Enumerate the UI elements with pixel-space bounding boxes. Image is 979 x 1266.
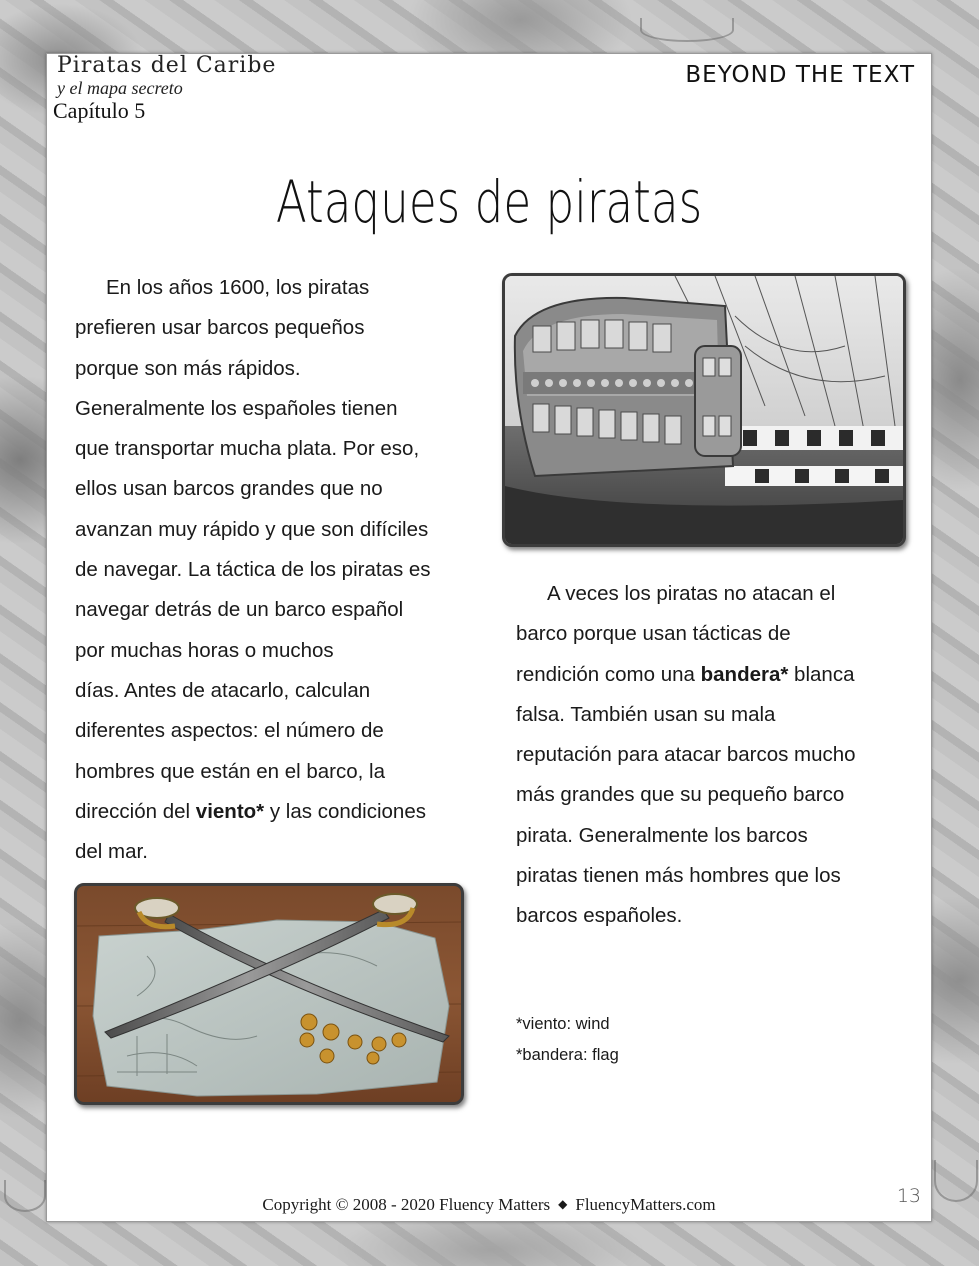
paragraph-line: pirata. Generalmente los barcos bbox=[516, 823, 808, 847]
page-footer bbox=[47, 1195, 931, 1215]
book-header bbox=[53, 53, 277, 123]
paragraph-line: rendición como una bandera* blanca bbox=[516, 662, 855, 686]
footnote-bandera: *bandera: flag bbox=[516, 1046, 619, 1064]
paragraph-line: falsa. También usan su mala bbox=[516, 702, 776, 726]
copyright-text: Copyright © 2008 - 2020 Fluency Matters bbox=[262, 1195, 551, 1214]
background-ship-sketch bbox=[934, 1160, 978, 1202]
section-label: BEYOND THE TEXT bbox=[685, 62, 915, 88]
paragraph-line: prefieren usar barcos pequeños bbox=[75, 316, 365, 340]
paragraph-line: barco porque usan tácticas de bbox=[516, 622, 791, 646]
left-column bbox=[75, 268, 475, 872]
paragraph-line: días. Antes de atacarlo, calculan bbox=[75, 678, 371, 702]
paragraph-line: hombres que están en el barco, la bbox=[75, 759, 385, 783]
paragraph-line: reputación para atacar barcos mucho bbox=[516, 743, 856, 767]
paragraph-line: avanzan muy rápido y que son difíciles bbox=[75, 517, 429, 541]
vocab-term-viento: viento* bbox=[195, 799, 265, 823]
swords-map-photo bbox=[74, 883, 464, 1105]
chapter-label: Capítulo 5 bbox=[53, 98, 146, 123]
website-link[interactable]: FluencyMatters.com bbox=[575, 1195, 716, 1214]
paragraph-line: A veces los piratas no atacan el bbox=[547, 582, 836, 605]
left-paragraph bbox=[75, 268, 475, 872]
paragraph-line: diferentes aspectos: el número de bbox=[75, 719, 384, 743]
paragraph-line: por muchas horas o muchos bbox=[75, 638, 334, 662]
paragraph-line: dirección del viento* y las condiciones bbox=[75, 799, 426, 823]
vocab-term-bandera: bandera* bbox=[700, 662, 789, 686]
paragraph-line: ellos usan barcos grandes que no bbox=[75, 477, 383, 501]
paragraph-line: porque son más rápidos. bbox=[75, 356, 301, 380]
right-paragraph bbox=[516, 574, 906, 937]
ship-model-photo bbox=[502, 273, 906, 547]
document-page bbox=[46, 53, 932, 1222]
paragraph-line: de navegar. La táctica de los piratas es bbox=[75, 558, 431, 582]
paragraph-line: que transportar mucha plata. Por eso, bbox=[75, 437, 420, 461]
paragraph-line: piratas tienen más hombres que los bbox=[516, 864, 841, 888]
footnote-viento: *viento: wind bbox=[516, 1015, 610, 1033]
background-ship-sketch bbox=[640, 18, 734, 42]
paragraph-line: navegar detrás de un barco español bbox=[75, 598, 404, 622]
paragraph-line: más grandes que su pequeño barco bbox=[516, 783, 845, 807]
page-title: Ataques de piratas bbox=[275, 168, 703, 236]
page-number: 13 bbox=[896, 1185, 921, 1207]
paragraph-line: Generalmente los españoles tienen bbox=[75, 396, 398, 420]
footnotes bbox=[516, 1009, 619, 1071]
background-ship-sketch bbox=[4, 1180, 46, 1212]
book-subtitle: y el mapa secreto bbox=[57, 78, 183, 98]
paragraph-line: barcos españoles. bbox=[516, 904, 683, 928]
right-column bbox=[516, 574, 906, 937]
paragraph-line: En los años 1600, los piratas bbox=[106, 276, 370, 299]
book-title: Piratas del Caribe bbox=[57, 53, 277, 78]
paragraph-line: del mar. bbox=[75, 840, 148, 864]
diamond-separator-icon: ◆ bbox=[558, 1197, 568, 1211]
